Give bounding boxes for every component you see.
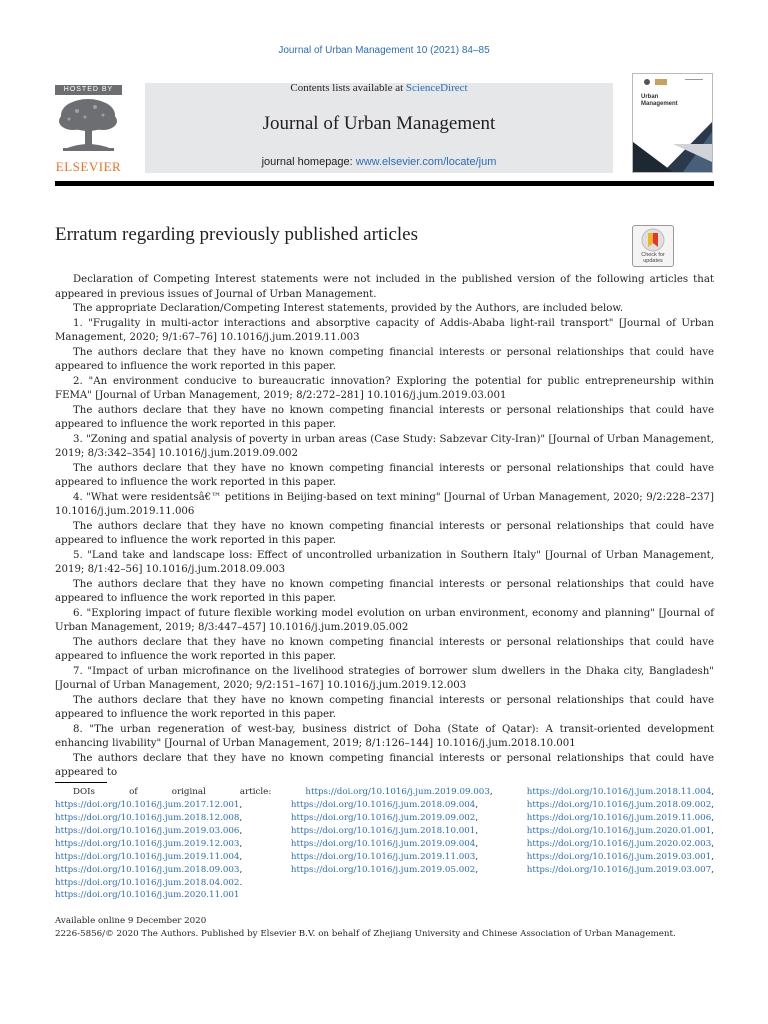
footnote-prefix: DOIs of original article: (73, 787, 306, 797)
item-citation: 3. "Zoning and spatial analysis of poverty in urban areas (Case Study: Sabzevar City-Iran)" [Journal of Urban Management, 2019; 8/3:342–354] 10.1016/j.jum.2019.09.002 (55, 433, 714, 459)
article-body (55, 273, 714, 781)
item-statement: The authors declare that they have no known competing financial interests or personal relationships that could have appeared to influence the work reported in this paper. (55, 462, 714, 488)
item-statement: The authors declare that they have no known competing financial interests or personal relationships that could have appeared to influence the work reported in this paper. (55, 636, 714, 662)
doi-link[interactable]: https://doi.org/10.1016/j.jum.2020.01.001 (526, 826, 712, 836)
item-citation: 8. "The urban regeneration of west-bay, business district of Doha (State of Qatar): A transit-oriented development enhancing livability" [Journal of Urban Management, 2019; 8/1:126–144] 10.1016/j.jum.2018.10.001 (55, 723, 714, 749)
footnote-rule (55, 782, 107, 783)
journal-cover-thumbnail[interactable] (632, 73, 713, 173)
article-doi-link[interactable]: https://doi.org/10.1016/j.jum.2020.11.001 (55, 890, 240, 900)
elsevier-wordmark: ELSEVIER (55, 159, 122, 174)
doi-link[interactable]: https://doi.org/10.1016/j.jum.2017.12.001 (55, 800, 240, 810)
check-for-updates-label: Check for updates (641, 252, 665, 264)
cover-journal-name: Urban Management (641, 94, 678, 107)
hosted-by-label: HOSTED BY (55, 85, 122, 95)
tree-emblem-icon (55, 95, 122, 153)
journal-title: Journal of Urban Management (262, 113, 496, 134)
doi-link[interactable]: https://doi.org/10.1016/j.jum.2018.10.001 (290, 826, 476, 836)
check-for-updates-button[interactable] (632, 225, 674, 267)
article-title: Erratum regarding previously published articles (55, 224, 419, 245)
doi-link[interactable]: https://doi.org/10.1016/j.jum.2019.09.004 (290, 839, 476, 849)
doi-link[interactable]: https://doi.org/10.1016/j.jum.2019.09.002 (290, 813, 476, 823)
item-statement: The authors declare that they have no known competing financial interests or personal relationships that could have appeared to influence the work reported in this paper. (55, 694, 714, 720)
doi-link[interactable]: https://doi.org/10.1016/j.jum.2020.02.003 (526, 839, 712, 849)
item-citation: 7. "Impact of urban microfinance on the livelihood strategies of borrower slum dwellers in the Dhaka city, Bangladesh" [Journal of Urban Management, 2020; 9/2:151–167] 10.1016/j.jum.2019.12.003 (55, 665, 714, 691)
elsevier-logo[interactable] (55, 85, 122, 174)
homepage-line (145, 156, 613, 168)
item-citation: 2. "An environment conducive to bureaucratic innovation? Exploring the potential for public entrepreneurship within FEMA" [Journal of Urban Management, 2019; 8/2:272–281] 10.1016/j.jum.2019.03.001 (55, 375, 714, 401)
cover-artwork-icon (633, 74, 712, 172)
doi-link[interactable]: https://doi.org/10.1016/j.jum.2018.04.002 (55, 878, 240, 888)
homepage-link[interactable]: www.elsevier.com/locate/jum (355, 156, 497, 168)
item-citation: 6. "Exploring impact of future flexible working model evolution on urban environment, economy and planning" [Journal of Urban Management, 2019; 8/3:447–457] 10.1016/j.jum.2019.05.002 (55, 607, 714, 633)
doi-link[interactable]: https://doi.org/10.1016/j.jum.2019.12.003 (55, 839, 240, 849)
intro-paragraph: The appropriate Declaration/Competing Interest statements, provided by the Authors, are included below. (73, 303, 624, 314)
intro-paragraph: Declaration of Competing Interest statements were not included in the published version of the following articles that appeared in previous issues of Journal of Urban Management. (55, 274, 714, 300)
item-citation: 5. "Land take and landscape loss: Effect of uncontrolled urbanization in Southern Italy" [Journal of Urban Management, 2019; 8/1:42–56] 10.1016/j.jum.2018.09.003 (55, 549, 714, 575)
footnote (55, 786, 714, 890)
doi-link[interactable]: https://doi.org/10.1016/j.jum.2019.03.001 (526, 852, 712, 862)
item-statement: The authors declare that they have no known competing financial interests or personal relationships that could have appeared to influence the work reported in this paper. (55, 346, 714, 372)
doi-link[interactable]: https://doi.org/10.1016/j.jum.2018.11.004 (526, 787, 712, 797)
header-rule (55, 181, 714, 186)
item-statement: The authors declare that they have no known competing financial interests or personal relationships that could have appeared to (55, 752, 714, 778)
doi-link-list: https://doi.org/10.1016/j.jum.2019.09.003, https://doi.org/10.1016/j.jum.2018.11.004, https://doi.org/10.1016/j.jum.2017.12.001, https://doi.org/10.1016/j.jum.2018.09.004, https://doi.org/10.1016/j.jum.2018.09.002, https://doi.org/10.1016/j.jum.2018.12.008, https://doi.org/10.1016/j.jum.2019.09.002, https://doi.org/10.1016/j.jum.2019.11.006, https://doi.org/10.1016/j.jum.2019.03.006, https://doi.org/10.1016/j.jum.2018.10.001, https://doi.org/10.1016/j.jum.2020.01.001, https://doi.org/10.1016/j.jum.2019.12.003, https://doi.org/10.1016/j.jum.2019.09.004, https://doi.org/10.1016/j.jum.2020.02.003, https://doi.org/10.1016/j.jum.2019.11.004, https://doi.org/10.1016/j.jum.2019.11.003, https://doi.org/10.1016/j.jum.2019.03.001, https://doi.org/10.1016/j.jum.2018.09.003, https://doi.org/10.1016/j.jum.2019.05.002, https://doi.org/10.1016/j.jum.2019.03.007, https://doi.org/10.1016/j.jum.2018.04.002. (55, 787, 714, 888)
item-statement: The authors declare that they have no known competing financial interests or personal relationships that could have appeared to influence the work reported in this paper. (55, 578, 714, 604)
doi-link[interactable]: https://doi.org/10.1016/j.jum.2019.03.006 (55, 826, 240, 836)
doi-link[interactable]: https://doi.org/10.1016/j.jum.2019.09.003 (305, 787, 490, 797)
item-citation: 4. "What were residentsâ€™ petitions in Beijing-based on text mining" [Journal of Urban Management, 2020; 9/2:228–237] 10.1016/j.jum.2019.11.006 (55, 491, 714, 517)
doi-link[interactable]: https://doi.org/10.1016/j.jum.2018.12.008 (55, 813, 240, 823)
doi-link[interactable]: https://doi.org/10.1016/j.jum.2018.09.004 (290, 800, 476, 810)
item-citation: 1. "Frugality in multi-actor interactions and absorptive capacity of Addis-Ababa light-rail transport" [Journal of Urban Management, 2020; 9/1:67–76] 10.1016/j.jum.2019.11.003 (55, 317, 714, 343)
doi-link[interactable]: https://doi.org/10.1016/j.jum.2019.11.004 (55, 852, 240, 862)
item-statement: The authors declare that they have no known competing financial interests or personal relationships that could have appeared to influence the work reported in this paper. (55, 404, 714, 430)
sciencedirect-link[interactable]: ScienceDirect (405, 82, 468, 94)
available-online-date: Available online 9 December 2020 (55, 916, 207, 926)
doi-link[interactable]: https://doi.org/10.1016/j.jum.2019.03.007 (526, 865, 712, 875)
copyright-notice: 2226-5856/© 2020 The Authors. Published by Elsevier B.V. on behalf of Zhejiang University and Chinese Association of Urban Management. (55, 929, 676, 939)
journal-citation-link[interactable]: Journal of Urban Management 10 (2021) 84–85 (278, 45, 490, 56)
contents-prefix: Contents lists available at (290, 82, 406, 94)
homepage-prefix: journal homepage: (261, 156, 356, 168)
doi-link[interactable]: https://doi.org/10.1016/j.jum.2018.09.003 (55, 865, 240, 875)
doi-link[interactable]: https://doi.org/10.1016/j.jum.2019.05.002 (290, 865, 476, 875)
doi-link[interactable]: https://doi.org/10.1016/j.jum.2019.11.006 (526, 813, 712, 823)
doi-link[interactable]: https://doi.org/10.1016/j.jum.2018.09.002 (526, 800, 712, 810)
doi-link[interactable]: https://doi.org/10.1016/j.jum.2019.11.003 (290, 852, 476, 862)
contents-line (145, 82, 613, 94)
item-statement: The authors declare that they have no known competing financial interests or personal relationships that could have appeared to influence the work reported in this paper. (55, 520, 714, 546)
